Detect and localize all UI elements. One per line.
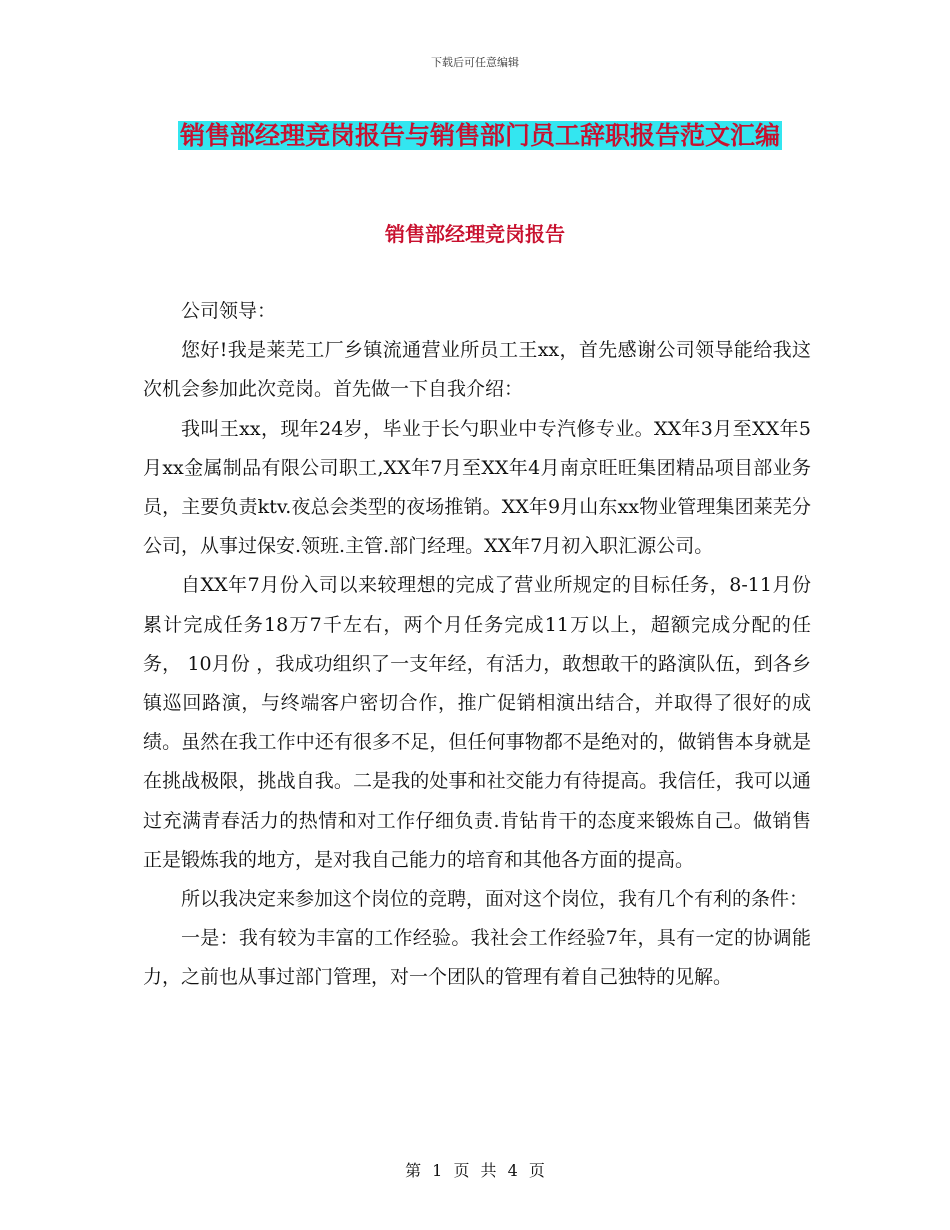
paragraph-self-intro: 我叫王xx，现年24岁，毕业于长勺职业中专汽修专业。XX年3月至XX年5月xx金属制品有限公司职工,XX年7月至XX年4月南京旺旺集团精品项目部业务员，主要负责ktv.夜总会类型的夜场推销。XX年9月山东xx物业管理集团莱芜分公司，从事过保安.领班.主管.部门经理。XX年7月初入职汇源公司。 [143, 417, 811, 558]
document-body [143, 292, 811, 998]
document-title-text: 销售部经理竞岗报告与销售部门员工辞职报告范文汇编 [179, 121, 780, 150]
document-title [140, 111, 820, 161]
paragraph-achievements: 自XX年7月份入司以来较理想的完成了营业所规定的目标任务，8-11月份累计完成任务18万7千左右，两个月任务完成11万以上，超额完成分配的任务， 10月份 ，我成功组织了一支年经，有活力，敢想敢干的路演队伍，到各乡镇巡回路演，与终端客户密切合作，推广促销相演出结合，并取得了很好的成绩。虽然在我工作中还有很多不足，但任何事物都不是绝对的，做销售本身就是在挑战极限，挑战自我。二是我的处事和社交能力有待提高。我信任，我可以通过充满青春活力的热情和对工作仔细负责.肯钻肯干的态度来锻炼自己。做销售正是锻炼我的地方，是对我自己能力的培育和其他各方面的提高。 [143, 574, 811, 871]
paragraph-point-one: 一是：我有较为丰富的工作经验。我社会工作经验7年，具有一定的协调能力，之前也从事过部门管理，对一个团队的管理有着自己独特的见解。 [143, 927, 811, 989]
paragraph-salutation: 公司领导： [181, 300, 277, 322]
header-note: 下载后可任意编辑 [431, 56, 519, 69]
paragraph-greeting: 您好!我是莱芜工厂乡镇流通营业所员工王xx，首先感谢公司领导能给我这次机会参加此次竞岗。首先做一下自我介绍： [143, 339, 811, 401]
page-footer: 第 1 页 共 4 页 [405, 1161, 545, 1180]
section-title: 销售部经理竞岗报告 [385, 222, 565, 246]
paragraph-decision: 所以我决定来参加这个岗位的竞聘，面对这个岗位，我有几个有利的条件： [181, 888, 809, 911]
